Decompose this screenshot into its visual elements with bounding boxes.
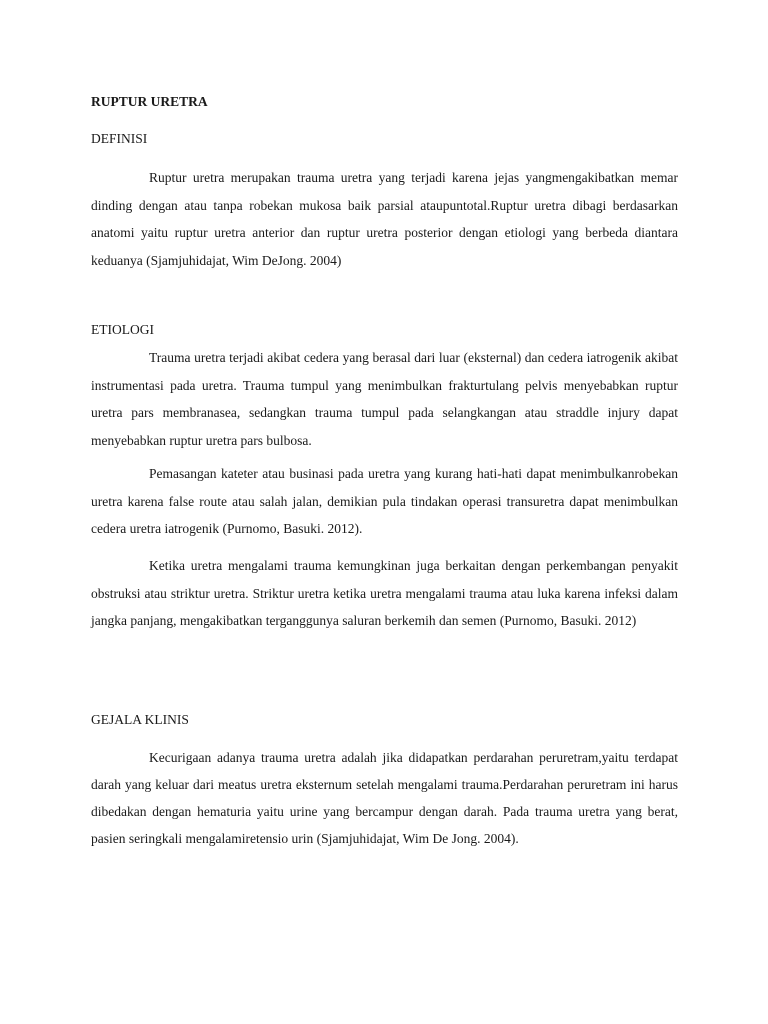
paragraph-gejala-klinis: Kecurigaan adanya trauma uretra adalah jika didapatkan perdarahan peruretram,yaitu terdapat darah yang keluar dari meatus uretra eksternum setelah mengalami trauma.Perdarahan peruretram ini harus dibedakan dengan hematuria yaitu urine yang bercampur dengan darah. Pada trauma uretra yang berat, pasien seringkali mengalamiretensio urin (Sjamjuhidajat, Wim De Jong. 2004). xyxy=(91,750,678,846)
paragraph-etiologi-3: Ketika uretra mengalami trauma kemungkinan juga berkaitan dengan perkembangan penyakit obstruksi atau striktur uretra. Striktur uretra ketika uretra mengalami trauma atau luka karena infeksi dalam jangka panjang, mengakibatkan terganggunya saluran berkemih dan semen (Purnomo, Basuki. 2012) xyxy=(91,558,678,628)
document-title: RUPTUR URETRA xyxy=(91,94,208,109)
paragraph-etiologi-2: Pemasangan kateter atau businasi pada uretra yang kurang hati-hati dapat menimbulkanrobekan uretra karena false route atau salah jalan, demikian pula tindakan operasi transuretra dapat menimbulkan cedera uretra iatrogenik (Purnomo, Basuki. 2012). xyxy=(91,466,678,536)
heading-definisi: DEFINISI xyxy=(91,131,148,146)
heading-gejala-klinis: GEJALA KLINIS xyxy=(91,712,189,727)
heading-etiologi: ETIOLOGI xyxy=(91,322,154,337)
paragraph-etiologi-1: Trauma uretra terjadi akibat cedera yang berasal dari luar (eksternal) dan cedera iatrogenik akibat instrumentasi pada uretra. Trauma tumpul yang menimbulkan frakturtulang pelvis menyebabkan ruptur uretra pars membranasea, sedangkan trauma tumpul pada selangkangan atau straddle injury dapat menyebabkan ruptur uretra pars bulbosa. xyxy=(91,350,678,448)
paragraph-definisi: Ruptur uretra merupakan trauma uretra yang terjadi karena jejas yangmengakibatkan memar dinding dengan atau tanpa robekan mukosa baik parsial ataupuntotal.Ruptur uretra dibagi berdasarkan anatomi yaitu ruptur uretra anterior dan ruptur uretra posterior dengan etiologi yang berbeda diantara keduanya (Sjamjuhidajat, Wim DeJong. 2004) xyxy=(91,170,678,268)
